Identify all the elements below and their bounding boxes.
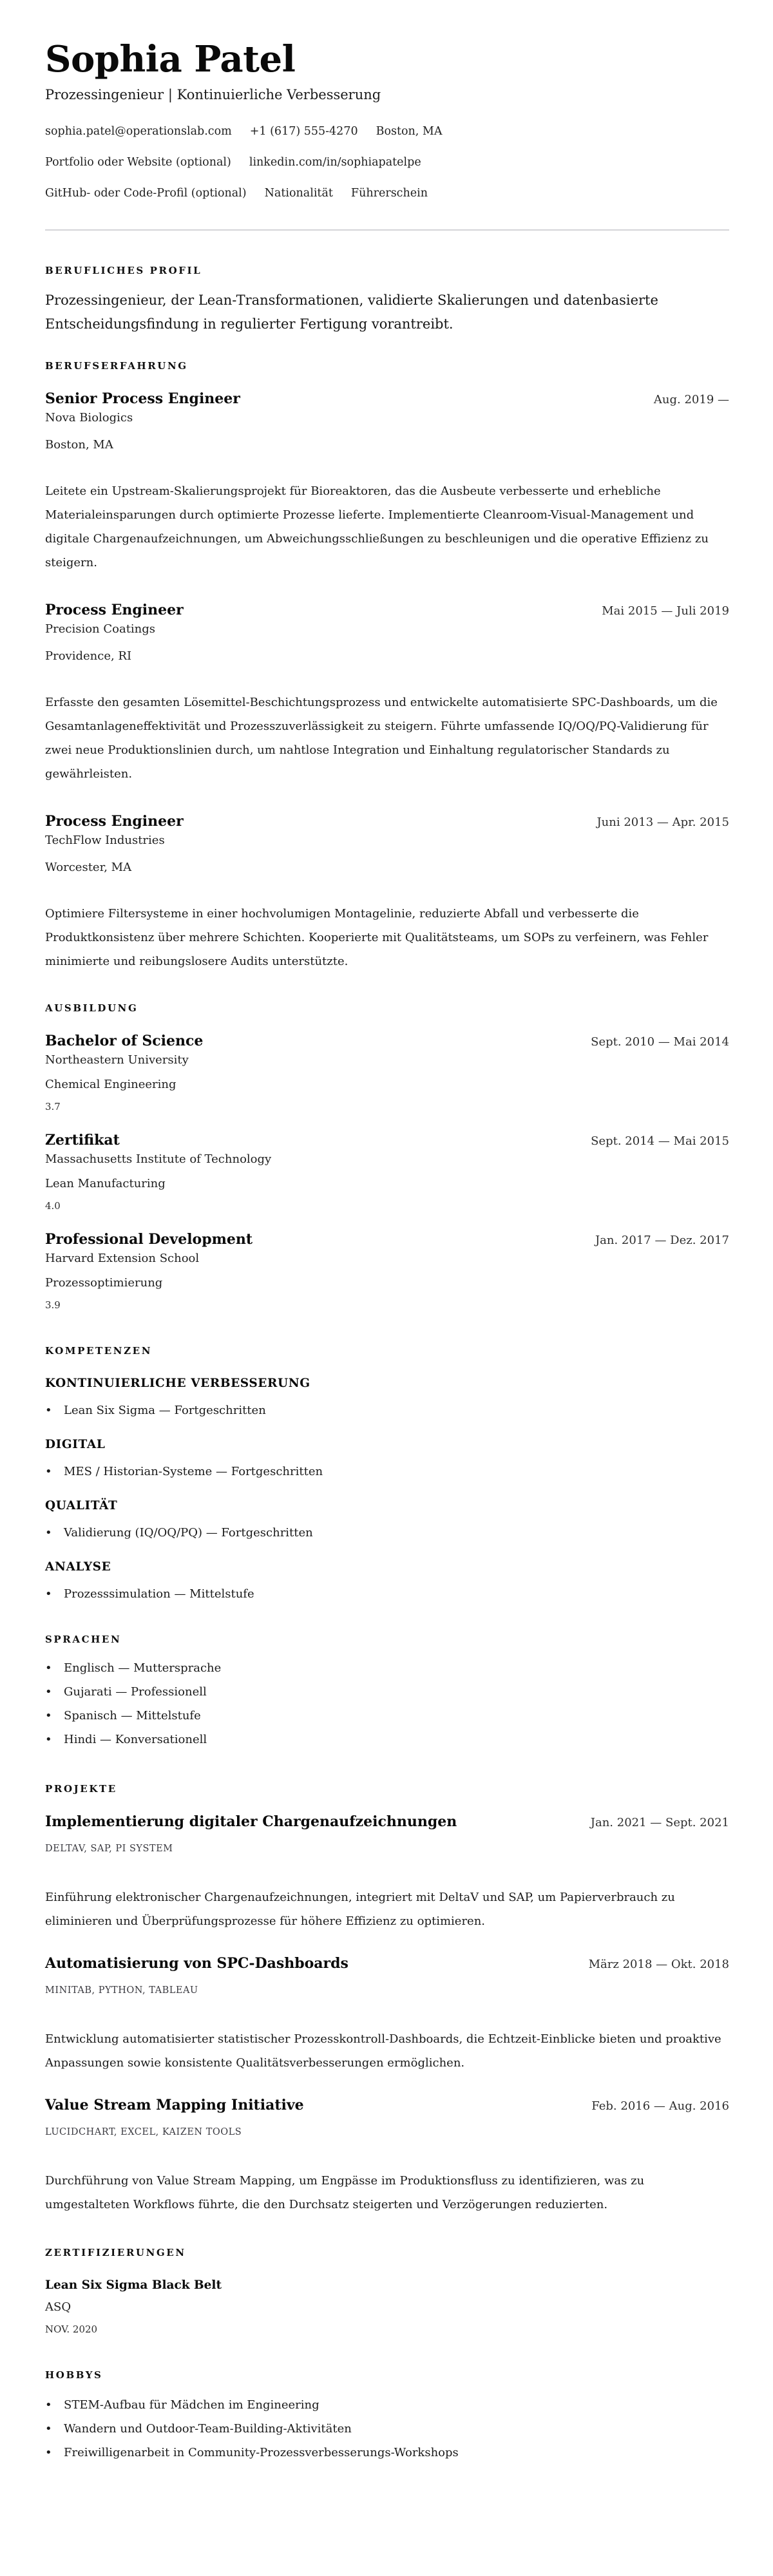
section-title-certifications: ZERTIFIZIERUNGEN <box>45 2247 186 2258</box>
language-item: • Gujarati — Professionell <box>45 1680 729 1704</box>
job-date: Juni 2013 — Apr. 2015 <box>596 816 729 829</box>
hobby-item: • STEM-Aufbau für Mädchen im Engineering <box>45 2393 729 2417</box>
hobby-list <box>45 2393 729 2465</box>
section-profile <box>45 264 729 336</box>
section-hobbies <box>45 2369 729 2465</box>
contact-phone[interactable]: +1 (617) 555-4270 <box>249 125 358 138</box>
resume-header <box>45 36 729 201</box>
job-description: Optimiere Filtersysteme in einer hochvolumigen Montagelinie, reduzierte Abfall und verbesserte die Produktkonsistenz über mehrere Schichten. Kooperierte mit Qualitätsteams, um SOPs zu verfeinern, was Fehler minimierte und reibungslosere Audits unterstützte. <box>45 907 709 968</box>
education-degree: Zertifikat <box>45 1132 120 1149</box>
language-item: • Hindi — Konversationell <box>45 1728 729 1751</box>
job-date: Mai 2015 — Juli 2019 <box>602 604 729 618</box>
contact-row-links <box>45 155 729 170</box>
education-date: Sept. 2010 — Mai 2014 <box>591 1035 729 1049</box>
contact-email[interactable]: sophia.patel@operationslab.com <box>45 125 232 138</box>
education-degree: Bachelor of Science <box>45 1033 204 1049</box>
section-title-languages: SPRACHEN <box>45 1634 122 1645</box>
project-date: Feb. 2016 — Aug. 2016 <box>591 2099 729 2113</box>
project-date: Jan. 2021 — Sept. 2021 <box>590 1816 729 1829</box>
education-entry <box>45 1230 729 1312</box>
certification-date: NOV. 2020 <box>45 2323 98 2335</box>
contact-portfolio[interactable]: Portfolio oder Website (optional) <box>45 156 231 169</box>
job-location: Providence, RI <box>45 649 132 663</box>
section-education <box>45 1002 729 1312</box>
job-company: TechFlow Industries <box>45 834 165 847</box>
section-title-skills: KOMPETENZEN <box>45 1345 153 1357</box>
education-date: Jan. 2017 — Dez. 2017 <box>595 1234 729 1247</box>
skill-category <box>45 1375 729 1422</box>
project-tech-stack: DELTAV, SAP, PI SYSTEM <box>45 1844 173 1854</box>
section-title-experience: BERUFSERFAHRUNG <box>45 360 188 372</box>
certification-issuer: ASQ <box>45 2300 72 2314</box>
job-entry <box>45 389 729 575</box>
section-title-profile: BERUFLICHES PROFIL <box>45 265 202 276</box>
job-role: Senior Process Engineer <box>45 390 240 407</box>
job-role: Process Engineer <box>45 813 184 830</box>
education-grade: 3.7 <box>45 1101 61 1112</box>
section-title-hobbies: HOBBYS <box>45 2369 103 2381</box>
job-description: Leitete ein Upstream-Skalierungsprojekt für Bioreaktoren, das die Ausbeute verbesserte und erhebliche Materialeinsparungen durch optimierte Prozesse lieferte. Implementierte Cleanroom-Visual-Management und digitale Chargenaufzeichnungen, um Abweichungsschließungen zu beschleunigen und die operative Effizienz zu steigern. <box>45 484 709 569</box>
education-field: Prozessoptimierung <box>45 1276 163 1290</box>
contact-row-primary <box>45 124 729 139</box>
contact-github[interactable]: GitHub- oder Code-Profil (optional) <box>45 187 247 200</box>
header-divider <box>45 229 729 231</box>
job-entry <box>45 812 729 973</box>
project-name: Value Stream Mapping Initiative <box>45 2097 304 2113</box>
project-description: Einführung elektronischer Chargenaufzeichnungen, integriert mit DeltaV und SAP, um Papierverbrauch zu eliminieren und Überprüfungsprozesse für höhere Effizienz zu optimieren. <box>45 1891 675 1928</box>
skill-item: • Validierung (IQ/OQ/PQ) — Fortgeschritten <box>45 1521 729 1545</box>
job-description: Erfasste den gesamten Lösemittel-Beschichtungsprozess und entwickelte automatisierte SPC-Dashboards, um die Gesamtanlageneffektivität und Prozesszuverlässigkeit zu steigern. Führte umfassende IQ/OQ/PQ-Validierung für zwei neue Produktionslinien durch, um nahtlose Integration und Einhaltung regulatorischer Standards zu gewährleisten. <box>45 696 718 781</box>
skill-category <box>45 1436 729 1484</box>
skill-category <box>45 1559 729 1606</box>
section-title-education: AUSBILDUNG <box>45 1002 138 1014</box>
contact-linkedin[interactable]: linkedin.com/in/sophiapatelpe <box>249 156 421 169</box>
job-location: Worcester, MA <box>45 861 132 874</box>
contact-drivers-license: Führerschein <box>350 187 428 200</box>
skill-category-title: QUALITÄT <box>45 1499 118 1512</box>
project-name: Implementierung digitaler Chargenaufzeichnungen <box>45 1813 457 1830</box>
project-entry <box>45 2095 729 2217</box>
job-role: Process Engineer <box>45 602 184 618</box>
job-entry <box>45 600 729 786</box>
education-field: Lean Manufacturing <box>45 1177 166 1190</box>
skill-item: • MES / Historian-Systeme — Fortgeschritten <box>45 1460 729 1484</box>
education-degree: Professional Development <box>45 1231 253 1248</box>
language-item: • Spanisch — Mittelstufe <box>45 1704 729 1728</box>
education-date: Sept. 2014 — Mai 2015 <box>591 1134 729 1148</box>
education-field: Chemical Engineering <box>45 1078 177 1091</box>
education-grade: 4.0 <box>45 1200 61 1212</box>
skill-category <box>45 1498 729 1545</box>
candidate-headline: Prozessingenieur | Kontinuierliche Verbesserung <box>45 87 381 102</box>
project-entry <box>45 1954 729 2075</box>
education-entry <box>45 1031 729 1114</box>
skill-category-title: KONTINUIERLICHE VERBESSERUNG <box>45 1377 310 1390</box>
profile-summary: Prozessingenieur, der Lean-Transformationen, validierte Skalierungen und datenbasierte Entscheidungsfindung in regulierter Fertigung vorantreibt. <box>45 292 658 332</box>
section-certifications <box>45 2246 729 2336</box>
section-experience <box>45 359 729 973</box>
education-school: Massachusetts Institute of Technology <box>45 1152 272 1166</box>
job-company: Precision Coatings <box>45 622 156 636</box>
skill-category-title: ANALYSE <box>45 1560 111 1574</box>
project-entry <box>45 1812 729 1933</box>
project-date: März 2018 — Okt. 2018 <box>588 1958 729 1971</box>
education-school: Harvard Extension School <box>45 1252 200 1265</box>
skill-item: • Lean Six Sigma — Fortgeschritten <box>45 1398 729 1422</box>
hobby-item: • Wandern und Outdoor-Team-Building-Aktivitäten <box>45 2417 729 2441</box>
contact-nationality: Nationalität <box>264 187 333 200</box>
project-description: Entwicklung automatisierter statistischer Prozesskontroll-Dashboards, die Echtzeit-Einblicke bieten und proaktive Anpassungen sowie konsistente Qualitätsverbesserungen ermöglichen. <box>45 2032 721 2070</box>
section-languages <box>45 1633 729 1751</box>
skill-category-title: DIGITAL <box>45 1438 106 1451</box>
certification-name: Lean Six Sigma Black Belt <box>45 2278 222 2292</box>
job-date: Aug. 2019 — <box>653 393 729 406</box>
skill-item: • Prozesssimulation — Mittelstufe <box>45 1582 729 1606</box>
project-name: Automatisierung von SPC-Dashboards <box>45 1955 348 1972</box>
certification-entry <box>45 2277 729 2336</box>
hobby-item: • Freiwilligenarbeit in Community-Prozessverbesserungs-Workshops <box>45 2441 729 2465</box>
candidate-name: Sophia Patel <box>45 38 296 81</box>
section-projects <box>45 1782 729 2217</box>
language-item: • Englisch — Muttersprache <box>45 1656 729 1680</box>
education-grade: 3.9 <box>45 1299 61 1311</box>
language-list <box>45 1656 729 1751</box>
contact-row-extra <box>45 186 729 201</box>
job-company: Nova Biologics <box>45 411 133 425</box>
section-skills <box>45 1344 729 1606</box>
project-tech-stack: MINITAB, PYTHON, TABLEAU <box>45 1985 198 1996</box>
contact-location: Boston, MA <box>376 125 443 138</box>
section-title-projects: PROJEKTE <box>45 1783 117 1795</box>
project-tech-stack: LUCIDCHART, EXCEL, KAIZEN TOOLS <box>45 2127 242 2137</box>
education-entry <box>45 1131 729 1213</box>
education-school: Northeastern University <box>45 1053 189 1067</box>
project-description: Durchführung von Value Stream Mapping, um Engpässe im Produktionsfluss zu identifizieren, was zu umgestalteten Workflows führte, die den Durchsatz steigerten und Verzögerungen reduzierten. <box>45 2174 645 2211</box>
job-location: Boston, MA <box>45 438 113 452</box>
